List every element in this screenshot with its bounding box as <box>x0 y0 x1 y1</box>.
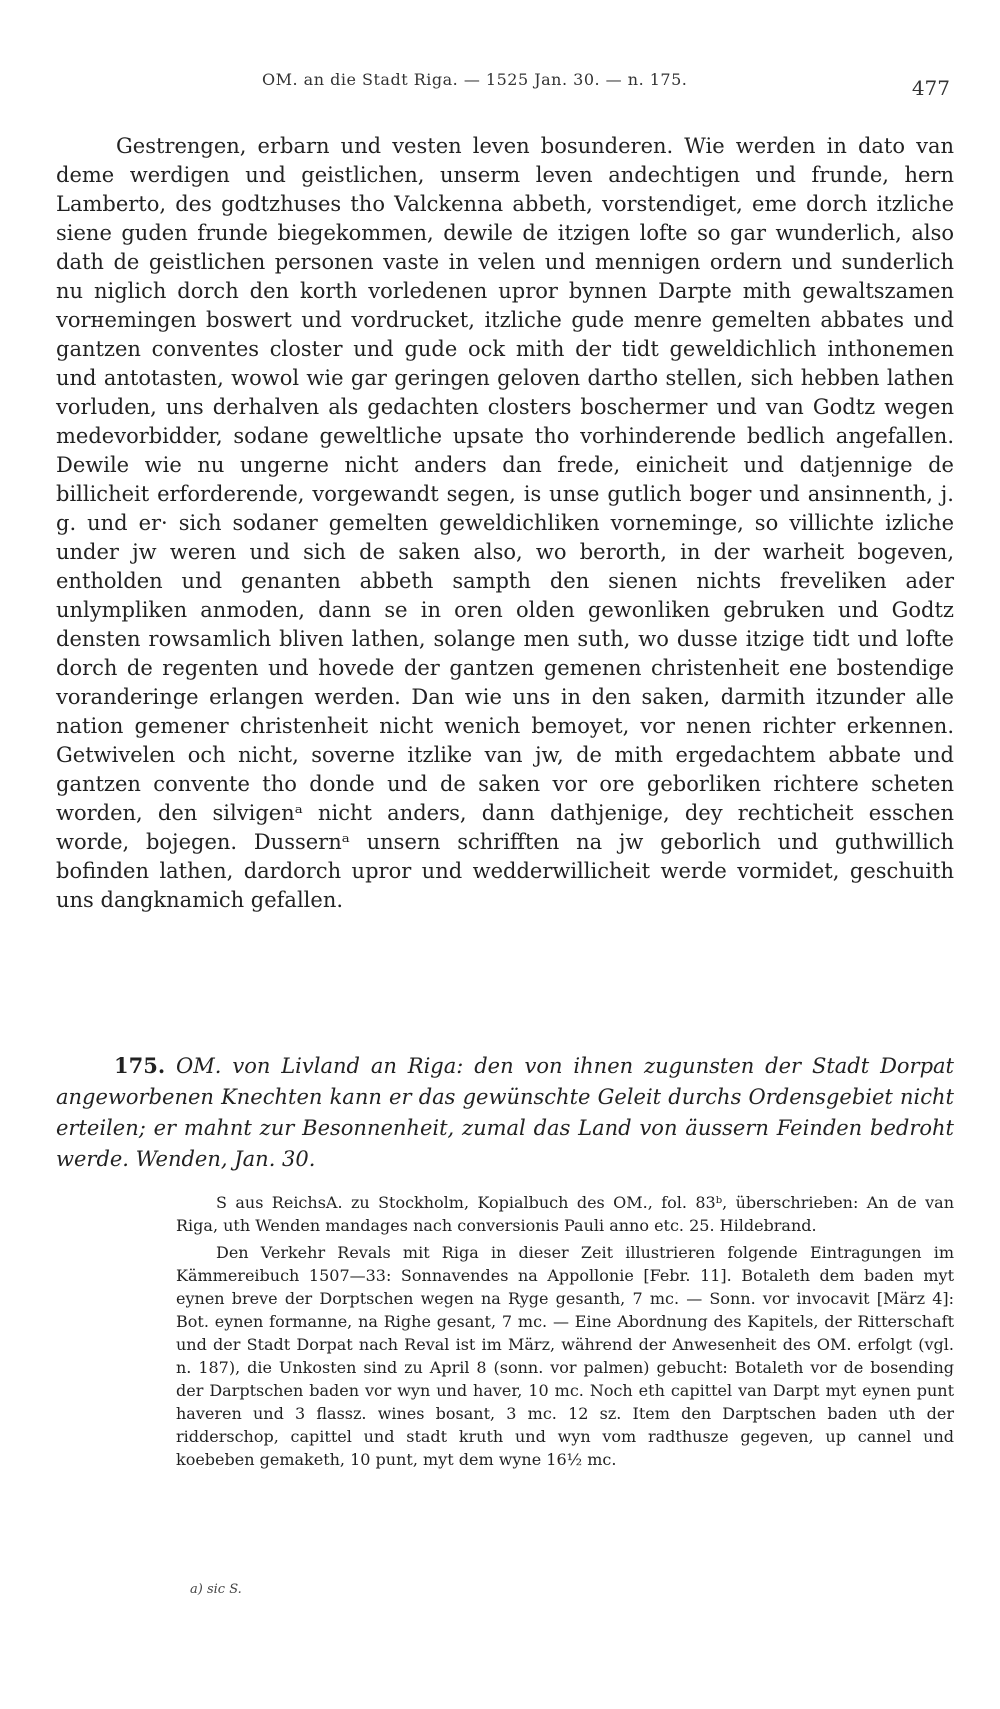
page-header <box>0 70 1000 100</box>
running-head: OM. an die Stadt Riga. — 1525 Jan. 30. — n. 175. <box>262 70 688 89</box>
source-note: S aus ReichsA. zu Stockholm, Kopialbuch des OM., fol. 83ᵇ, überschrieben: An de van Riga, uth Wenden mandages nach conversionis Pauli anno etc. 25. Hildebrand. <box>176 1193 954 1235</box>
letter-paragraph: Gestrengen, erbarn und vesten leven bosunderen. Wie werden in dato van deme werdigen und geistlichen, unserm leven andechtigen und frunde, hern Lamberto, des godtzhuses tho Valckenna abbeth, vorstendiget, eme dorch itzliche siene guden frunde biegekommen, dewile de itzigen lofte so gar wunderlich, also dath de geistlichen personen vaste in velen und mennigen ordern und sunderlich nu niglich dorch den korth vorledenen upror bynnen Darpte mith gewaltszamen vorнemingen boswert und vordrucket, itzliche gude menre gemelten abbates und gantzen conventes closter und gude ock mith der tidt geweldichlich inthonemen und antotasten, wowol wie gar geringen geloven dartho stellen, sich hebben lathen vorluden, uns derhalven als gedachten closters boschermer und van Godtz wegen medevorbidder, sodane geweltliche upsate tho vorhinderende bedlich angefallen. Dewile wie nu ungerne nicht anders dan frede, einicheit und datjennige de billicheit erforderende, vorgewandt segen, is unse gutlich boger und ansinnenth, j. g. und er· sich sodaner gemelten geweldichliken vorneminge, so villichte izliche under jw weren und sich de saken also, wo berorth, in der warheit bogeven, entholden und genanten abbeth sampth den sienen nichts freveliken ader unlympliken anmoden, dann se in oren olden gewonliken gebruken und Godtz densten rowsamlich bliven lathen, solange men suth, wo dusse itzige tidt und lofte dorch de regenten und hovede der gantzen gemenen christenheit ene bostendige voranderinge erlangen werden. Dan wie uns in den saken, darmith itzunder alle nation gemener christenheit nicht wenich bemoyet, vor nenen richter erkennen. Getwivelen och nicht, soverne itzlike van jw, de mith ergedachtem abbate und gantzen convente tho donde und de saken vor ore geborliken richtere scheten worden, den silvigenᵃ nicht anders, dann dathjenige, dey rechticheit esschen worde, bojegen. Dussernᵃ unsern schrifften na jw geborlich und guthwillich bofinden lathen, dardorch upror und wedderwillicheit werde vormidet, geschuith uns dangknamich gefallen. <box>56 134 954 912</box>
editorial-notes <box>56 1191 954 1471</box>
main-letter-text <box>56 132 954 915</box>
page-number: 477 <box>911 76 950 100</box>
footnote: a) sic S. <box>190 1582 242 1597</box>
entry-number: 175. <box>114 1053 166 1078</box>
regest-text: OM. von Livland an Riga: den von ihnen zugunsten der Stadt Dorpat angeworbenen Knechten kann er das gewünschte Geleit durchs Ordensgebiet nicht erteilen; er mahnt zur Besonnenheit, zumal das Land von äussern Feinden bedroht werde. Wenden, Jan. 30. <box>56 1054 954 1171</box>
entry-175 <box>56 1050 954 1475</box>
commentary-note: Den Verkehr Revals mit Riga in dieser Zeit illustrieren folgende Eintragungen im Kämmereibuch 1507—33: Sonnavendes na Appollonie [Febr. 11]. Botaleth dem baden myt eynen breve der Dorptschen wegen na Ryge gesanth, 7 mc. — Sonn. vor invocavit [März 4]: Bot. eynen formanne, na Righe gesant, 7 mc. — Eine Abordnung des Kapitels, der Ritterschaft und der Stadt Dorpat nach Reval ist im März, während der Anwesenheit des OM. erfolgt (vgl. n. 187), die Unkosten sind zu April 8 (sonn. vor palmen) gebucht: Botaleth vor de bosending der Darptschen baden vor wyn und haver, 10 mc. Noch eth capittel van Darpt myt eynen punt haveren und 3 flassz. wines bosant, 3 mc. 12 sz. Item den Darptschen baden uth der ridderschop, capittel und stadt kruth und wyn vom radthusze gegeven, up cannel und koebeben gemaketh, 10 punt, myt dem wyne 16½ mc. <box>176 1243 954 1469</box>
entry-regest <box>56 1050 954 1175</box>
